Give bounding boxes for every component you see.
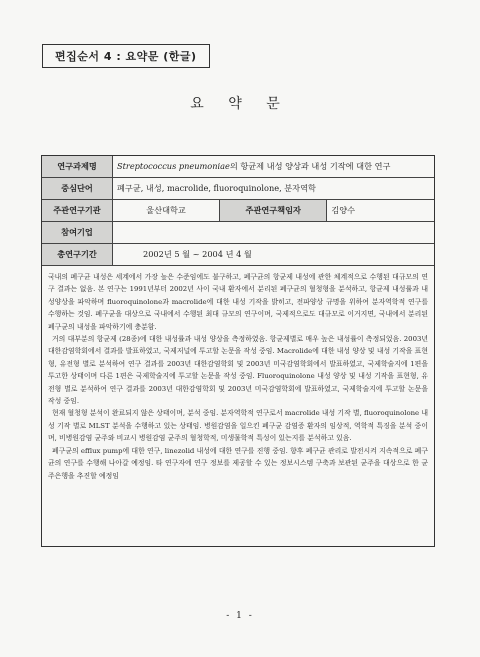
summary-body [42, 266, 434, 482]
pi-value: 김양수 [327, 200, 434, 222]
project-row [42, 156, 434, 178]
period-label: 총연구기간 [42, 244, 113, 266]
project-title-species: Streptococcus pneumoniae [117, 161, 230, 171]
summary-frame [41, 155, 435, 547]
org-row [42, 200, 434, 222]
partner-label: 참여기업 [42, 222, 113, 244]
summary-paragraph-1: 국내의 폐구균 내성은 세계에서 가장 높은 수준임에도 불구하고, 폐구균의 항균제 내성에 관한 체계적으로 수행된 대규모의 연구 결과는 없음. 본 연구는 1991년부터 2002년 사이 국내 환자에서 분리된 폐구균의 혈청형을 분석하고, 항균제 내성률과 내성양상을 파악하며 fluoroquinolone과 macrolide에 대한 내성 기작을 밝히고, 전파양상 규명을 위하여 분자역학적 연구를 수행하는 것임. 폐구균을 대상으로 국내에서 수행된 최대 규모의 연구이며, 국제적으로도 대규모로 이거지면, 국내에서 분리된 폐구균의 내성을 파악하기에 충분함. [48, 273, 428, 331]
org-value: 울산대학교 [113, 200, 220, 222]
summary-paragraph-2: 거의 대부분의 항균제 (28종)에 대한 내성률과 내성 양상을 측정하였음. 항균제별로 매우 높은 내성률이 측정되었음. 2003년 대한감염학회에서 결과를 발표하였고, 국제저널에 투고할 논문을 작성 중임. Macrolide에 대한 내성 양상 및 내성 기작을 표현형, 유전형 별로 분석하여 연구 결과를 2003년 대한감염학회 및 2003년 미국감염학회에서 발표하였고, 국제학술지에 1편을 투고한 상태이며 다른 1편은 국제학술지에 투고할 논문을 작성 중임. Fluoroquinolone 내성 양상 및 내성 기작을 표현형, 유전형 별로 분석하여 연구 결과를 2003년 대한감염학회 및 2003년 미국감염학회에 발표하였고, 국제학술지에 투고할 논문을 작성 중임. [48, 335, 428, 406]
period-value: 2002년 5 월 ~ 2004 년 4 월 [113, 244, 435, 266]
project-info-table [42, 156, 434, 266]
period-row [42, 244, 434, 266]
page-number: - 1 - [226, 611, 254, 621]
summary-paragraph-3: 현재 혈청형 분석이 완료되지 않은 상태이며, 분석 중임. 분자역학적 연구로서 macrolide 내성 기작 별, fluoroquinolone 내성 기작 별로 MLST 분석을 수행하고 있는 상태임. 병원감염을 일으킨 폐구균 감염증 환자의 임상적, 역학적 특징을 분석 중이며, 비병원감염 균주와 비교시 병원감염 균주의 혈청학적, 미생물학적 특성이 있는지를 분석하고 있음. [48, 409, 428, 443]
project-title-rest: 의 항균제 내성 양상과 내성 기작에 대한 연구 [229, 161, 391, 171]
pi-label: 주관연구책임자 [220, 200, 327, 222]
keywords-row [42, 178, 434, 200]
page-title: 요 약 문 [190, 96, 290, 112]
keywords-value: 폐구균, 내성, macrolide, fluoroquinolone, 분자역학 [113, 178, 435, 200]
summary-paragraph-4: 폐구균의 efflux pump에 대한 연구, linezolid 내성에 대한 연구를 진행 중임. 향후 폐구균 관리로 발전시켜 지속적으로 폐구균의 연구를 수행해 나아갈 예정임. 타 연구자에 연구 정보를 제공할 수 있는 정보시스템 구축과 보관된 균주을 대상으로 한 균주은행을 추진할 예정임 [48, 446, 428, 480]
org-label: 주관연구기관 [42, 200, 113, 222]
keywords-label: 중심단어 [42, 178, 113, 200]
project-label: 연구과제명 [42, 156, 113, 178]
partner-value [113, 222, 435, 244]
partner-row [42, 222, 434, 244]
project-title [113, 156, 435, 178]
section-order-tag: 편집순서 4 : 요약문 (한글) [42, 44, 210, 68]
